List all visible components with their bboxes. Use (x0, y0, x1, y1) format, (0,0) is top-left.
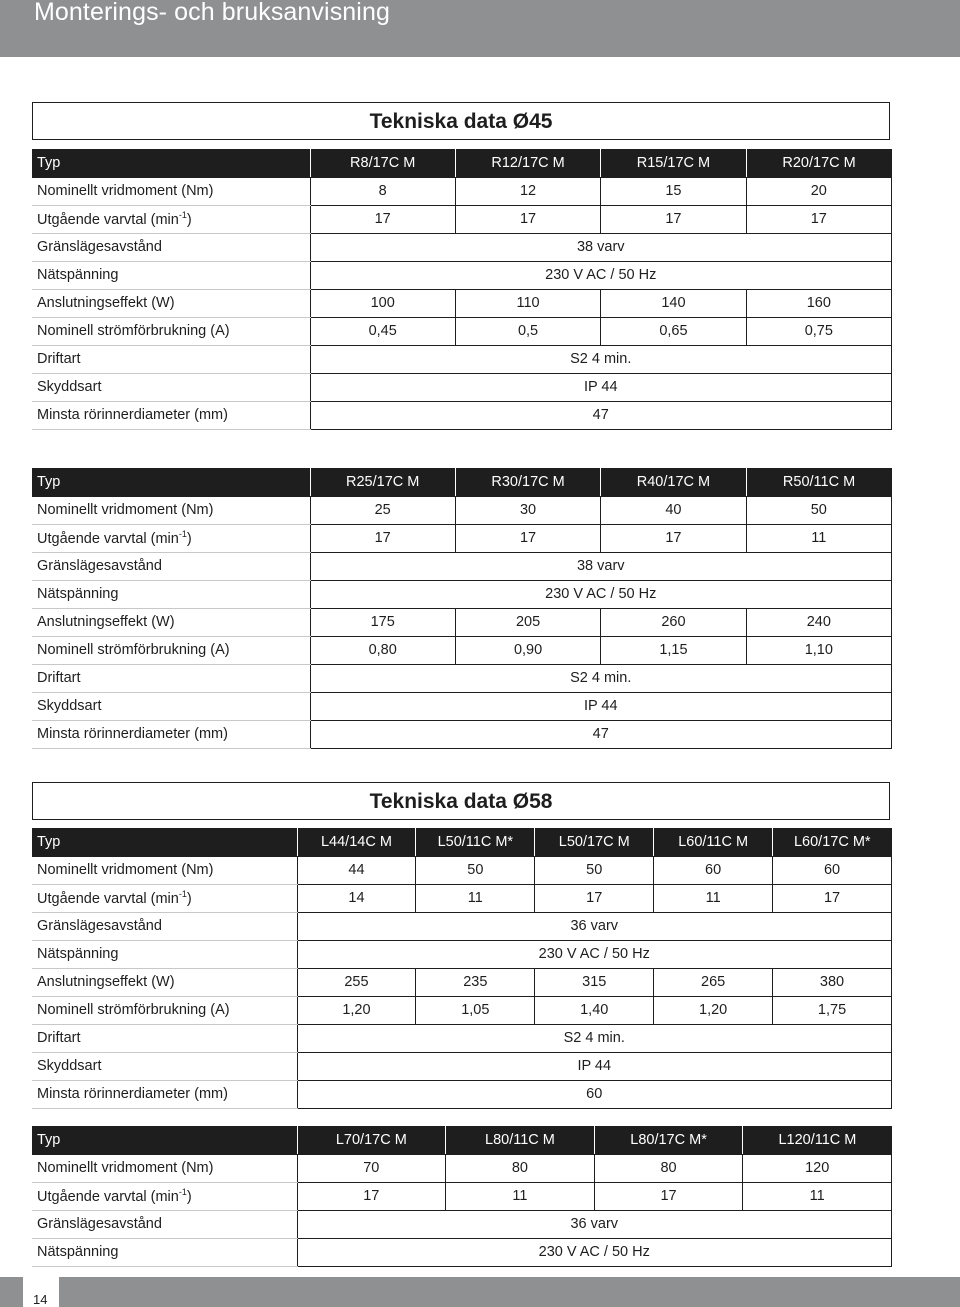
row-label-superscript: -1 (178, 889, 187, 900)
model-header: L80/17C M* (594, 1126, 743, 1154)
row-value: 11 (446, 1182, 595, 1210)
row-value: 265 (654, 968, 773, 996)
row-label: Nätspänning (32, 580, 310, 608)
row-label-text: Utgående varvtal (min (37, 1188, 179, 1205)
table-row (32, 1210, 892, 1238)
row-value-span: 47 (310, 720, 892, 748)
row-value: 100 (310, 289, 455, 317)
row-label: Gränslägesavstånd (32, 912, 297, 940)
table-row (32, 261, 892, 289)
row-label-suffix: ) (186, 530, 192, 547)
row-label-text: Utgående varvtal (min (37, 211, 179, 228)
row-value-span: S2 4 min. (310, 345, 892, 373)
table-row (32, 177, 892, 205)
section-title-box (32, 102, 890, 140)
row-label: Nätspänning (32, 261, 310, 289)
row-label: Anslutningseffekt (W) (32, 608, 310, 636)
row-value-span: 38 varv (310, 552, 892, 580)
typ-header: Typ (32, 1126, 297, 1154)
row-value: 380 (773, 968, 892, 996)
table-row (32, 496, 892, 524)
row-value-span: 38 varv (310, 233, 892, 261)
table-row (32, 1182, 892, 1210)
row-value: 260 (601, 608, 746, 636)
row-label: Nominellt vridmoment (Nm) (32, 177, 310, 205)
table-row (32, 289, 892, 317)
table-row (32, 720, 892, 748)
row-value: 235 (416, 968, 535, 996)
row-value-span: IP 44 (310, 692, 892, 720)
table-row (32, 580, 892, 608)
table-row (32, 636, 892, 664)
row-value: 17 (535, 884, 654, 912)
spec-table (32, 468, 892, 749)
row-value: 11 (743, 1182, 892, 1210)
row-value-span: 60 (297, 1080, 892, 1108)
table-row (32, 608, 892, 636)
table-header-row (32, 828, 892, 856)
table-row (32, 233, 892, 261)
row-label: Gränslägesavstånd (32, 552, 310, 580)
typ-header: Typ (32, 149, 310, 177)
model-header: R20/17C M (746, 149, 891, 177)
row-label: Nominellt vridmoment (Nm) (32, 1154, 297, 1182)
row-label (32, 524, 310, 552)
row-value-span: 230 V AC / 50 Hz (310, 580, 892, 608)
row-value: 0,80 (310, 636, 455, 664)
row-value: 140 (601, 289, 746, 317)
table-header-row (32, 149, 892, 177)
row-value: 175 (310, 608, 455, 636)
row-value: 80 (594, 1154, 743, 1182)
row-label (32, 205, 310, 233)
model-header: R25/17C M (310, 468, 455, 496)
row-value: 255 (297, 968, 416, 996)
table-row (32, 1024, 892, 1052)
table-row (32, 692, 892, 720)
row-value: 60 (773, 856, 892, 884)
model-header: L50/11C M* (416, 828, 535, 856)
row-value-span: 230 V AC / 50 Hz (297, 1238, 892, 1266)
model-header: L60/11C M (654, 828, 773, 856)
table-row (32, 317, 892, 345)
row-value: 0,90 (455, 636, 600, 664)
row-label-superscript: -1 (178, 210, 187, 221)
table-row (32, 1238, 892, 1266)
page-title: Monterings- och bruksanvisning (34, 0, 390, 26)
row-label: Nominell strömförbrukning (A) (32, 636, 310, 664)
table-row (32, 996, 892, 1024)
model-header: R30/17C M (455, 468, 600, 496)
row-value: 315 (535, 968, 654, 996)
row-value: 17 (594, 1182, 743, 1210)
row-value: 17 (455, 205, 600, 233)
row-value-span: 230 V AC / 50 Hz (297, 940, 892, 968)
row-label-text: Utgående varvtal (min (37, 530, 179, 547)
row-label-text: Utgående varvtal (min (37, 890, 179, 907)
row-label: Driftart (32, 345, 310, 373)
row-value: 17 (310, 524, 455, 552)
table-row (32, 1052, 892, 1080)
table-row (32, 912, 892, 940)
row-value: 14 (297, 884, 416, 912)
row-label (32, 1182, 297, 1210)
row-label: Skyddsart (32, 373, 310, 401)
row-value: 17 (297, 1182, 446, 1210)
model-header: R40/17C M (601, 468, 746, 496)
row-label: Anslutningseffekt (W) (32, 289, 310, 317)
row-value: 1,05 (416, 996, 535, 1024)
header-bar (0, 0, 960, 57)
row-value: 20 (746, 177, 891, 205)
row-value-span: 230 V AC / 50 Hz (310, 261, 892, 289)
table-row (32, 664, 892, 692)
section-title: Tekniska data Ø45 (369, 110, 553, 133)
row-value: 50 (746, 496, 891, 524)
row-value: 12 (455, 177, 600, 205)
table-header-row (32, 468, 892, 496)
row-label: Nominellt vridmoment (Nm) (32, 856, 297, 884)
row-value: 80 (446, 1154, 595, 1182)
row-label: Minsta rörinnerdiameter (mm) (32, 720, 310, 748)
row-value: 25 (310, 496, 455, 524)
row-label: Driftart (32, 1024, 297, 1052)
row-value-span: IP 44 (310, 373, 892, 401)
row-value: 0,5 (455, 317, 600, 345)
table-row (32, 1154, 892, 1182)
row-label: Skyddsart (32, 1052, 297, 1080)
table-row (32, 345, 892, 373)
row-value: 17 (746, 205, 891, 233)
model-header: R8/17C M (310, 149, 455, 177)
model-header: R15/17C M (601, 149, 746, 177)
row-label: Gränslägesavstånd (32, 1210, 297, 1238)
row-value: 44 (297, 856, 416, 884)
row-value: 1,10 (746, 636, 891, 664)
row-value: 205 (455, 608, 600, 636)
model-header: L60/17C M* (773, 828, 892, 856)
table-row (32, 373, 892, 401)
row-value: 0,45 (310, 317, 455, 345)
model-header: L70/17C M (297, 1126, 446, 1154)
table-row (32, 401, 892, 429)
model-header: L44/14C M (297, 828, 416, 856)
row-value: 40 (601, 496, 746, 524)
row-value: 17 (310, 205, 455, 233)
spec-table (32, 1126, 892, 1267)
row-value: 11 (746, 524, 891, 552)
row-value-span: 36 varv (297, 912, 892, 940)
row-value: 160 (746, 289, 891, 317)
row-value-span: 36 varv (297, 1210, 892, 1238)
row-value: 11 (416, 884, 535, 912)
table-row (32, 968, 892, 996)
row-value: 240 (746, 608, 891, 636)
row-value: 1,75 (773, 996, 892, 1024)
model-header: R12/17C M (455, 149, 600, 177)
row-value: 110 (455, 289, 600, 317)
row-value: 8 (310, 177, 455, 205)
model-header: L50/17C M (535, 828, 654, 856)
row-label: Minsta rörinnerdiameter (mm) (32, 401, 310, 429)
table-row (32, 884, 892, 912)
row-value: 30 (455, 496, 600, 524)
row-value: 17 (773, 884, 892, 912)
spec-table (32, 149, 892, 430)
section-title-box (32, 782, 890, 820)
model-header: L80/11C M (446, 1126, 595, 1154)
row-value: 0,75 (746, 317, 891, 345)
row-value: 17 (455, 524, 600, 552)
row-label: Nätspänning (32, 1238, 297, 1266)
row-label (32, 884, 297, 912)
row-value-span: 47 (310, 401, 892, 429)
row-label: Gränslägesavstånd (32, 233, 310, 261)
row-value: 50 (535, 856, 654, 884)
typ-header: Typ (32, 828, 297, 856)
page-number: 14 (33, 1292, 48, 1307)
row-value-span: IP 44 (297, 1052, 892, 1080)
row-value: 60 (654, 856, 773, 884)
row-label: Skyddsart (32, 692, 310, 720)
row-value: 15 (601, 177, 746, 205)
row-label: Minsta rörinnerdiameter (mm) (32, 1080, 297, 1108)
row-value: 1,20 (297, 996, 416, 1024)
row-value: 11 (654, 884, 773, 912)
row-value: 1,15 (601, 636, 746, 664)
row-value: 70 (297, 1154, 446, 1182)
row-label: Nominell strömförbrukning (A) (32, 996, 297, 1024)
table-row (32, 552, 892, 580)
row-label: Anslutningseffekt (W) (32, 968, 297, 996)
table-row (32, 856, 892, 884)
row-value-span: S2 4 min. (310, 664, 892, 692)
row-value: 50 (416, 856, 535, 884)
row-label: Nätspänning (32, 940, 297, 968)
footer-bar (0, 1277, 960, 1307)
row-value: 17 (601, 205, 746, 233)
table-row (32, 940, 892, 968)
typ-header: Typ (32, 468, 310, 496)
row-value: 17 (601, 524, 746, 552)
row-label-suffix: ) (186, 890, 192, 907)
spec-table (32, 828, 892, 1109)
section-title: Tekniska data Ø58 (369, 790, 553, 813)
row-value: 1,40 (535, 996, 654, 1024)
row-value: 0,65 (601, 317, 746, 345)
model-header: R50/11C M (746, 468, 891, 496)
row-label: Nominellt vridmoment (Nm) (32, 496, 310, 524)
row-value-span: S2 4 min. (297, 1024, 892, 1052)
table-header-row (32, 1126, 892, 1154)
model-header: L120/11C M (743, 1126, 892, 1154)
table-row (32, 524, 892, 552)
row-label-superscript: -1 (178, 529, 187, 540)
row-label: Nominell strömförbrukning (A) (32, 317, 310, 345)
row-label: Driftart (32, 664, 310, 692)
row-value: 1,20 (654, 996, 773, 1024)
row-label-superscript: -1 (178, 1187, 187, 1198)
table-row (32, 1080, 892, 1108)
row-value: 120 (743, 1154, 892, 1182)
table-row (32, 205, 892, 233)
row-label-suffix: ) (186, 211, 192, 228)
row-label-suffix: ) (186, 1188, 192, 1205)
